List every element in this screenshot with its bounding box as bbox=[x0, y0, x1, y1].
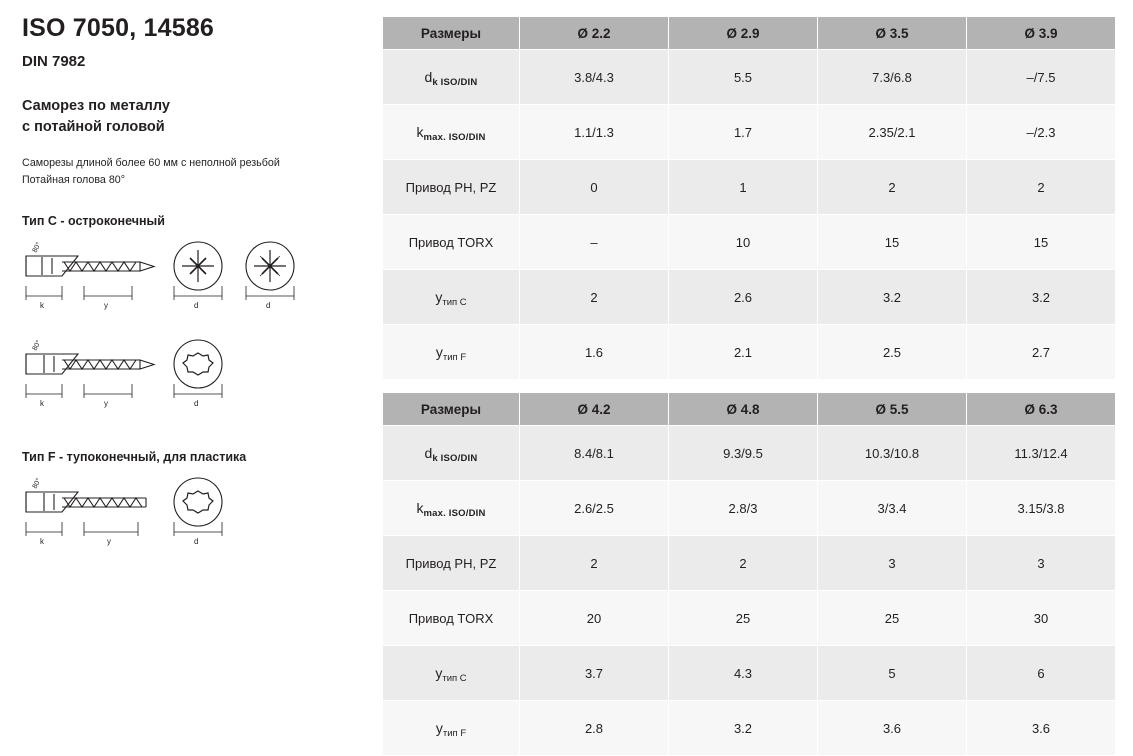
row-label-symbol: d bbox=[424, 445, 433, 461]
cell-value: 11.3/12.4 bbox=[967, 426, 1116, 481]
row-label-y-type-f-2 bbox=[383, 701, 520, 756]
cell-value: 25 bbox=[669, 591, 818, 646]
row-label-symbol: y bbox=[435, 720, 443, 736]
cell-value: 10 bbox=[669, 215, 818, 270]
row-label-symbol: k bbox=[416, 500, 424, 516]
figure-type-f-row bbox=[22, 474, 362, 566]
row-label-subscript: тип F bbox=[442, 728, 467, 739]
dim-label-y-c: y bbox=[107, 537, 111, 547]
figure-type-c-row1 bbox=[22, 238, 362, 330]
table-row bbox=[383, 325, 1116, 380]
cell-value: 1.1/1.3 bbox=[520, 105, 669, 160]
cell-value: 7.3/6.8 bbox=[818, 50, 967, 105]
cell-value: 2.8/3 bbox=[669, 481, 818, 536]
table-header-row bbox=[383, 393, 1116, 426]
product-heading bbox=[22, 96, 362, 137]
row-label-symbol: y bbox=[435, 344, 443, 360]
cell-value: 2 bbox=[967, 160, 1116, 215]
cell-value: 30 bbox=[967, 591, 1116, 646]
table-row bbox=[383, 646, 1116, 701]
dim-label-dk-1: d bbox=[194, 301, 199, 311]
product-description bbox=[22, 155, 362, 188]
cell-value: 2.7 bbox=[967, 325, 1116, 380]
cell-value: 3.6 bbox=[967, 701, 1116, 756]
row-label-symbol: k bbox=[416, 124, 424, 140]
table-row bbox=[383, 701, 1116, 756]
cell-value: 3.6 bbox=[818, 701, 967, 756]
angle-label-80-c: 80° bbox=[31, 477, 43, 491]
cell-value: 15 bbox=[967, 215, 1116, 270]
table-row bbox=[383, 50, 1116, 105]
cell-value: 1 bbox=[669, 160, 818, 215]
header-cell-d35: Ø 3.5 bbox=[818, 17, 967, 50]
row-label-dk bbox=[383, 50, 520, 105]
cell-value: 3/3.4 bbox=[818, 481, 967, 536]
cell-value: 3.7 bbox=[520, 646, 669, 701]
table-row bbox=[383, 270, 1116, 325]
table-header-row bbox=[383, 17, 1116, 50]
row-label-kmax bbox=[383, 105, 520, 160]
screw-diagram-torx-side-view bbox=[22, 336, 362, 428]
row-label-subscript: max. ISO/DIN bbox=[423, 132, 486, 143]
header-cell-d42: Ø 4.2 bbox=[520, 393, 669, 426]
header-cell-d55: Ø 5.5 bbox=[818, 393, 967, 426]
product-info-panel bbox=[22, 14, 362, 572]
cell-value: 2 bbox=[520, 536, 669, 591]
page-subtitle: DIN 7982 bbox=[22, 53, 86, 70]
row-label-symbol: d bbox=[424, 69, 433, 85]
table-row bbox=[383, 591, 1116, 646]
cell-value: 10.3/10.8 bbox=[818, 426, 967, 481]
row-label-y-type-c-2 bbox=[383, 646, 520, 701]
cell-value: –/2.3 bbox=[967, 105, 1116, 160]
cell-value: 15 bbox=[818, 215, 967, 270]
cell-value: 3.15/3.8 bbox=[967, 481, 1116, 536]
cell-value: 2.5 bbox=[818, 325, 967, 380]
row-label-y-type-f bbox=[383, 325, 520, 380]
spec-table-large-diameters bbox=[382, 392, 1116, 756]
table-row bbox=[383, 105, 1116, 160]
cell-value: 2.8 bbox=[520, 701, 669, 756]
cell-value: 6 bbox=[967, 646, 1116, 701]
row-label-subscript: max. ISO/DIN bbox=[423, 508, 486, 519]
description-line1: Саморезы длиной более 60 мм с неполной резьбой bbox=[22, 157, 280, 170]
cell-value: 5.5 bbox=[669, 50, 818, 105]
description-line2: Потайная голова 80° bbox=[22, 173, 125, 186]
header-cell-dimensions: Размеры bbox=[383, 17, 520, 50]
table-row bbox=[383, 160, 1116, 215]
row-label-subscript: k ISO/DIN bbox=[432, 453, 478, 464]
dim-label-k-b: k bbox=[40, 399, 44, 409]
cell-value: 2.6/2.5 bbox=[520, 481, 669, 536]
figure-type-c-row2 bbox=[22, 336, 362, 428]
cell-value: 2 bbox=[669, 536, 818, 591]
cell-value: 3 bbox=[818, 536, 967, 591]
header-cell-dimensions-2: Размеры bbox=[383, 393, 520, 426]
cell-value: 2.1 bbox=[669, 325, 818, 380]
cell-value: 8.4/8.1 bbox=[520, 426, 669, 481]
cell-value: 3.2 bbox=[669, 701, 818, 756]
row-label-dk-2 bbox=[383, 426, 520, 481]
cell-value: 1.7 bbox=[669, 105, 818, 160]
cell-value: 2 bbox=[520, 270, 669, 325]
row-label-y-type-c bbox=[383, 270, 520, 325]
row-label-symbol: y bbox=[435, 289, 443, 305]
cell-value: 2.35/2.1 bbox=[818, 105, 967, 160]
type-f-label: Тип F - тупоконечный, для пластика bbox=[22, 450, 247, 465]
cell-value: 25 bbox=[818, 591, 967, 646]
row-label-kmax-2 bbox=[383, 481, 520, 536]
cell-value: 3 bbox=[967, 536, 1116, 591]
dim-label-dk-4: d bbox=[194, 537, 199, 547]
cell-value: –/7.5 bbox=[967, 50, 1116, 105]
cell-value: 20 bbox=[520, 591, 669, 646]
header-cell-d63: Ø 6.3 bbox=[967, 393, 1116, 426]
type-c-label: Тип C - остроконечный bbox=[22, 214, 165, 229]
dim-label-k: k bbox=[40, 301, 44, 311]
row-label-subscript: тип F bbox=[442, 352, 467, 363]
table-row bbox=[383, 215, 1116, 270]
header-cell-d39: Ø 3.9 bbox=[967, 17, 1116, 50]
row-label-drive-torx-2: Привод TORX bbox=[383, 591, 520, 646]
screw-diagram-type-f-side-view bbox=[22, 474, 362, 566]
row-label-subscript: тип C bbox=[442, 673, 467, 684]
row-label-symbol: y bbox=[435, 665, 443, 681]
table-row bbox=[383, 426, 1116, 481]
header-cell-d22: Ø 2.2 bbox=[520, 17, 669, 50]
cell-value: 2 bbox=[818, 160, 967, 215]
cell-value: 3.2 bbox=[818, 270, 967, 325]
product-heading-line1: Саморез по металлу bbox=[22, 98, 170, 114]
row-label-drive-ph-pz: Привод PH, PZ bbox=[383, 160, 520, 215]
page-title: ISO 7050, 14586 bbox=[22, 14, 215, 42]
row-label-drive-ph-pz-2: Привод PH, PZ bbox=[383, 536, 520, 591]
row-label-subscript: k ISO/DIN bbox=[432, 77, 478, 88]
screw-diagram-ph-side-view bbox=[22, 238, 362, 330]
dim-label-dk-2: d bbox=[266, 301, 271, 311]
cell-value: 2.6 bbox=[669, 270, 818, 325]
header-cell-d48: Ø 4.8 bbox=[669, 393, 818, 426]
spec-tables bbox=[382, 16, 1112, 756]
dim-label-y-b: y bbox=[104, 399, 108, 409]
spec-table-small-diameters bbox=[382, 16, 1116, 380]
row-label-subscript: тип C bbox=[442, 297, 467, 308]
table-row bbox=[383, 481, 1116, 536]
dim-label-y: y bbox=[104, 301, 108, 311]
cell-value: 9.3/9.5 bbox=[669, 426, 818, 481]
angle-label-80-b: 80° bbox=[31, 339, 43, 353]
header-cell-d29: Ø 2.9 bbox=[669, 17, 818, 50]
dim-label-k-c: k bbox=[40, 537, 44, 547]
cell-value: 0 bbox=[520, 160, 669, 215]
cell-value: 5 bbox=[818, 646, 967, 701]
row-label-drive-torx: Привод TORX bbox=[383, 215, 520, 270]
cell-value: 3.2 bbox=[967, 270, 1116, 325]
cell-value: 3.8/4.3 bbox=[520, 50, 669, 105]
angle-label-80-a: 80° bbox=[31, 241, 43, 255]
dim-label-dk-3: d bbox=[194, 399, 199, 409]
cell-value: – bbox=[520, 215, 669, 270]
cell-value: 4.3 bbox=[669, 646, 818, 701]
product-heading-line2: с потайной головой bbox=[22, 118, 165, 135]
table-row bbox=[383, 536, 1116, 591]
cell-value: 1.6 bbox=[520, 325, 669, 380]
